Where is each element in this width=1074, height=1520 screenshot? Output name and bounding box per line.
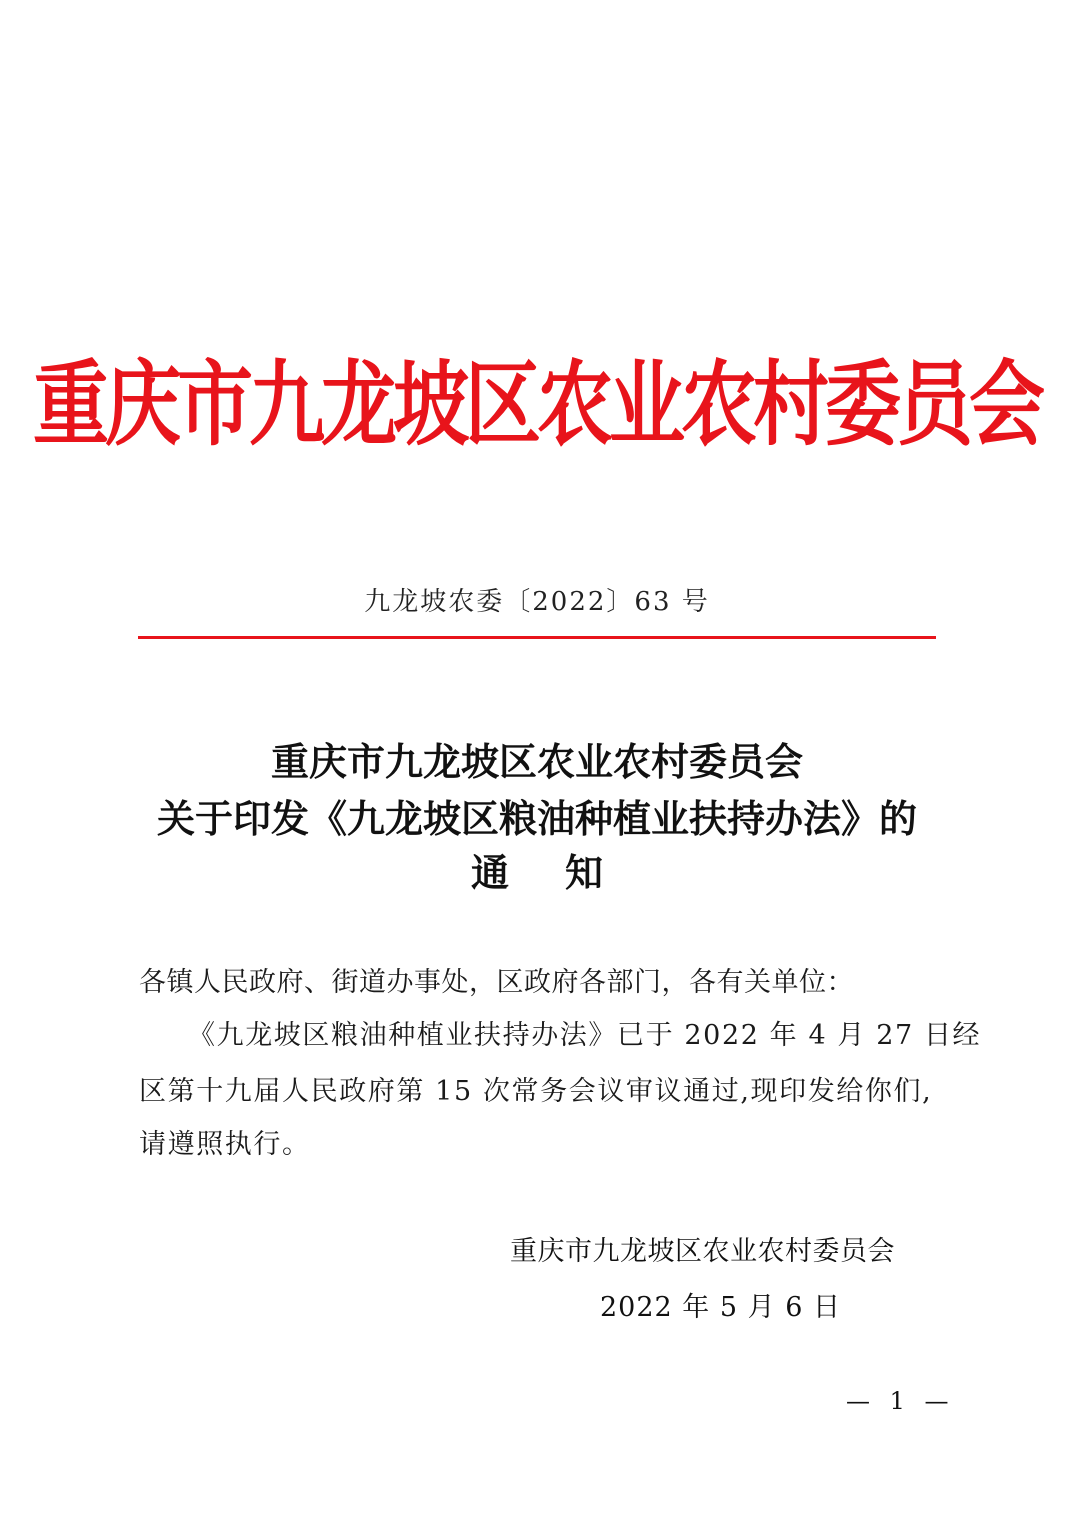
notice-title-line-2: 关于印发《九龙坡区粮油种植业扶持办法》的 (156, 796, 917, 841)
document-number: 九龙坡农委〔2022〕63 号 (364, 587, 710, 617)
body-paragraph-line-3: 请遵照执行。 (139, 1129, 311, 1160)
red-divider-line (138, 636, 936, 639)
signature-organization: 重庆市九龙坡区农业农村委员会 (510, 1236, 895, 1267)
salutation: 各镇人民政府、街道办事处，区政府各部门，各有关单位： (139, 967, 854, 998)
notice-title-line-3: 通知 (470, 850, 659, 895)
signature-date: 2022 年 5 月 6 日 (600, 1292, 841, 1323)
red-header-title: 重庆市九龙坡区农业农村委员会 (33, 350, 1041, 459)
notice-title-line-1: 重庆市九龙坡区农业农村委员会 (270, 739, 803, 784)
body-paragraph-line-2: 区第十九届人民政府第 15 次常务会议审议通过,现印发给你们, (139, 1076, 933, 1107)
page-number: — 1 — (846, 1387, 955, 1415)
body-paragraph-line-1: 《九龙坡区粮油种植业扶持办法》已于 2022 年 4 月 27 日经 (188, 1020, 982, 1051)
